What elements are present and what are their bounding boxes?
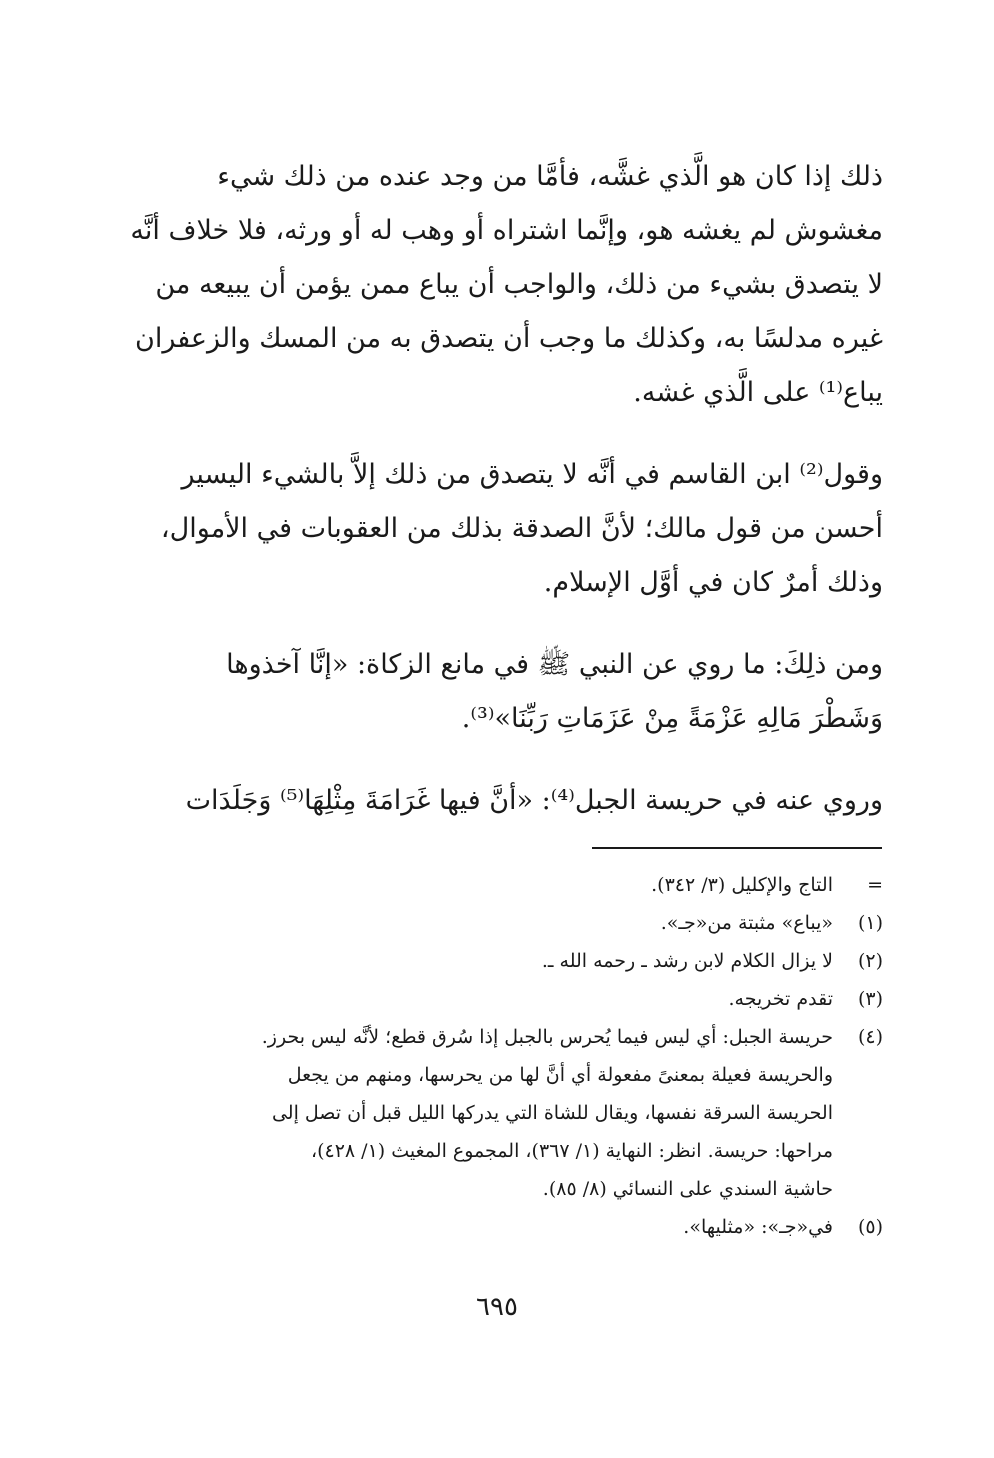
footnote-body xyxy=(118,866,833,904)
text-line: مغشوش لم يغشه هو، وإنَّما اشتراه أو وهب له أو ورثه، فلا خلاف أنَّه xyxy=(130,215,883,246)
paragraph xyxy=(118,774,883,828)
footnote-separator xyxy=(592,847,882,849)
footnote xyxy=(118,904,883,942)
footnote-body xyxy=(118,980,833,1018)
paragraph xyxy=(118,448,883,610)
text-line: لا يتصدق بشيء من ذلك، والواجب أن يباع ممن يؤمن أن يبيعه من xyxy=(155,269,883,300)
footnote-mark: (٣) xyxy=(857,988,883,1010)
paragraph xyxy=(118,638,883,746)
footnote xyxy=(118,866,883,904)
paragraph xyxy=(118,150,883,420)
page-number: ٦٩٥ xyxy=(476,1292,518,1322)
text-line: ومن ذلِكَ: ما روي عن النبي ﷺ في مانع الزكاة: «إنَّا آخذوها xyxy=(226,649,883,680)
footnote-mark: (٤) xyxy=(857,1026,883,1048)
footnotes xyxy=(118,866,883,1246)
footnote xyxy=(118,980,883,1018)
footnote-line: في«جـ»: «مثليها». xyxy=(683,1216,833,1238)
footnote-body xyxy=(118,904,833,942)
footnote-mark: (٥) xyxy=(857,1216,883,1238)
footnote xyxy=(118,1018,883,1208)
footnote-mark: (١) xyxy=(857,912,883,934)
footnote-mark: (٢) xyxy=(857,950,883,972)
text-line: يباع⁽¹⁾ على الَّذي غشه. xyxy=(633,377,883,408)
footnote-line: التاج والإكليل (٣/ ٣٤٢). xyxy=(651,874,833,896)
text-line: أحسن من قول مالك؛ لأنَّ الصدقة بذلك من العقوبات في الأموال، xyxy=(160,513,883,544)
footnote xyxy=(118,942,883,980)
footnote-line: تقدم تخريجه. xyxy=(728,988,833,1010)
footnote-line: «يباع» مثبتة من«جـ». xyxy=(660,912,833,934)
text-line: ذلك إذا كان هو الَّذي غشَّه، فأمَّا من وجد عنده من ذلك شيء xyxy=(217,161,883,192)
text-line: غيره مدلسًا به، وكذلك ما وجب أن يتصدق به من المسك والزعفران xyxy=(135,323,883,354)
text-line: وذلك أمرٌ كان في أوَّل الإسلام. xyxy=(543,567,883,598)
footnote-mark: = xyxy=(867,874,883,896)
footnote-body xyxy=(118,1018,833,1208)
footnote-line: حريسة الجبل: أي ليس فيما يُحرس بالجبل إذا سُرق قطع؛ لأنَّه ليس بحرز. xyxy=(261,1026,833,1048)
footnote-line: حاشية السندي على النسائي (٨/ ٨٥). xyxy=(542,1178,833,1200)
text-line: وَشَطْرَ مَالِهِ عَزْمَةً مِنْ عَزَمَاتِ رَبِّنَا»⁽³⁾. xyxy=(461,703,883,734)
footnote-body xyxy=(118,1208,833,1246)
footnote-body xyxy=(118,942,833,980)
footnote-line: مراحها: حريسة. انظر: النهاية (١/ ٣٦٧)، المجموع المغيث (١/ ٤٢٨)، xyxy=(310,1140,833,1162)
main-text xyxy=(118,150,883,856)
text-line: وقول⁽²⁾ ابن القاسم في أنَّه لا يتصدق من ذلك إلاَّ بالشيء اليسير xyxy=(181,459,883,490)
text-line: وروي عنه في حريسة الجبل⁽⁴⁾: «أنَّ فيها غَرَامَةَ مِثْلِهَا⁽⁵⁾ وَجَلَدَات xyxy=(185,785,883,816)
footnote xyxy=(118,1208,883,1246)
footnote-line: والحريسة فعيلة بمعنىً مفعولة أي أنَّ لها من يحرسها، ومنهم من يجعل xyxy=(287,1064,833,1086)
footnote-line: الحريسة السرقة نفسها، ويقال للشاة التي يدركها الليل قبل أن تصل إلى xyxy=(271,1102,833,1124)
footnote-line: لا يزال الكلام لابن رشد ـ رحمه الله ـ. xyxy=(541,950,833,972)
